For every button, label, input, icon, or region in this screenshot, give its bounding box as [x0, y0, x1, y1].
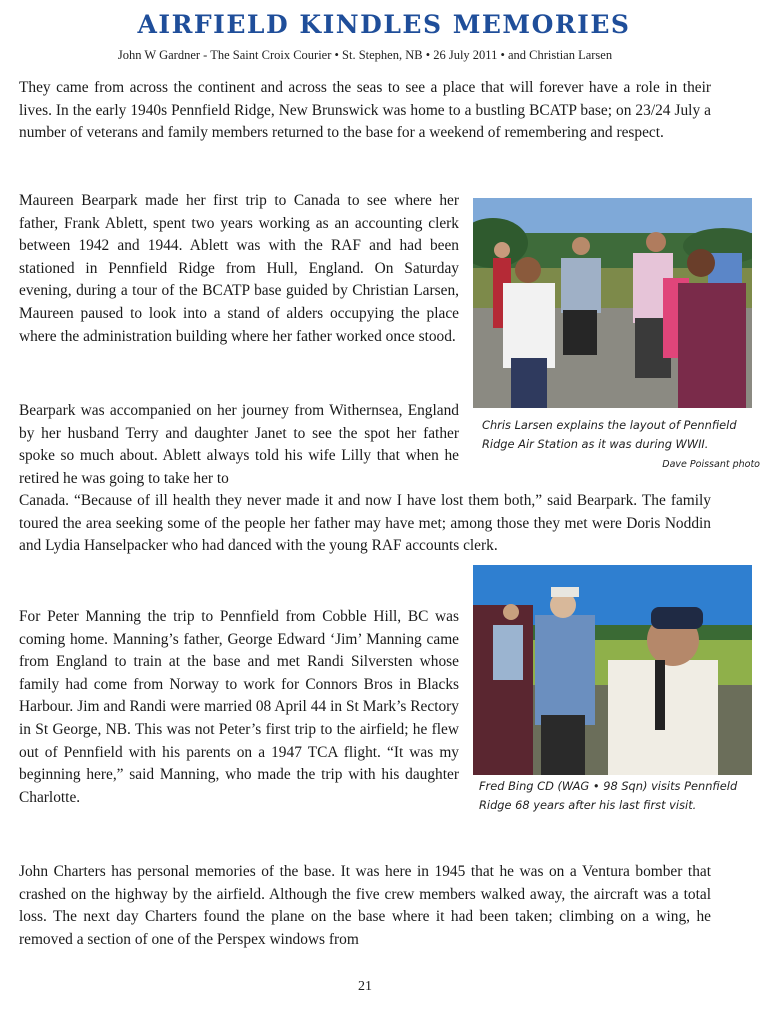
paragraph-manning: For Peter Manning the trip to Pennfield from Cobble Hill, BC was coming home. Manning’s father, George Edward ‘Jim’ Manning came from England to train at the base and met Randi Silversten whose family had come from Norway to work for Connors Bros in Blacks Harbour. Jim and Randi were married 08 April 44 in St Mark’s Rectory in St George, NB. This was not Peter’s first trip to the airfield; he flew out of Pennfield with his parents on a 1947 TCA flight. “It was my beginning here,” said Manning, who made the trip with his daughter Charlotte.	[19, 608, 459, 806]
paragraph-bearpark: Maureen Bearpark made her first trip to Canada to see where her father, Frank Ablett, spent two years working as an accounting clerk between 1942 and 1944. Ablett was with the RAF and had been stationed in Pennfield Ridge from Hull, England. On Saturday evening, during a tour of the BCATP base guided by Christian Larsen, Maureen paused to look into a stand of alders occupying the place where the administration building where her father worked once stood.	[19, 192, 459, 345]
page-number: 21	[358, 979, 372, 994]
paragraph-withernsea: Bearpark was accompanied on her journey from Withernsea, England by her husband Terry and daughter Janet to see the spot her father spoke so much about. Ablett always told his wife Lilly that when he retired he was going to take her to	[19, 402, 459, 487]
photo-fred-bing-caption: Fred Bing CD (WAG • 98 Sqn) visits Pennfield Ridge 68 years after his last first visit.	[479, 779, 738, 812]
photo-fred-bing	[473, 565, 752, 775]
paragraph-canada: Canada. “Because of ill health they never made it and now I have lost them both,” said Bearpark. The family toured the area seeking some of the people her father may have met; among those they met were Doris Noddin and Lydia Hanselpacker who had danced with the young RAF accounts clerk.	[19, 492, 711, 555]
paragraph-charters: John Charters has personal memories of the base. It was here in 1945 that he was on a Ventura bomber that crashed on the highway by the airfield. Although the five crew members walked away, the aircraft was a total loss. The next day Charters found the plane on the base where it had been taken; climbing on a wing, he removed a section of one of the Perspex windows from	[19, 863, 711, 948]
photo-larsen-tour-image	[473, 198, 752, 408]
paragraph-intro: They came from across the continent and across the seas to see a place that will forever have a role in their lives. In the early 1940s Pennfield Ridge, New Brunswick was home to a bustling BCATP base; on 23/24 July a number of veterans and family members returned to the base for a weekend of remembering and respect.	[19, 79, 711, 142]
photo-fred-bing-image	[473, 565, 752, 775]
photo-larsen-tour	[473, 198, 752, 408]
article-title: AIRFIELD KINDLES MEMORIES	[137, 10, 631, 39]
photo-larsen-tour-credit: Dave Poissant photo	[662, 459, 760, 470]
photo-larsen-tour-caption: Chris Larsen explains the layout of Pennfield Ridge Air Station as it was during WWII.	[482, 418, 737, 451]
article-byline: John W Gardner - The Saint Croix Courier • St. Stephen, NB • 26 July 2011 • and Christian Larsen	[117, 48, 613, 62]
